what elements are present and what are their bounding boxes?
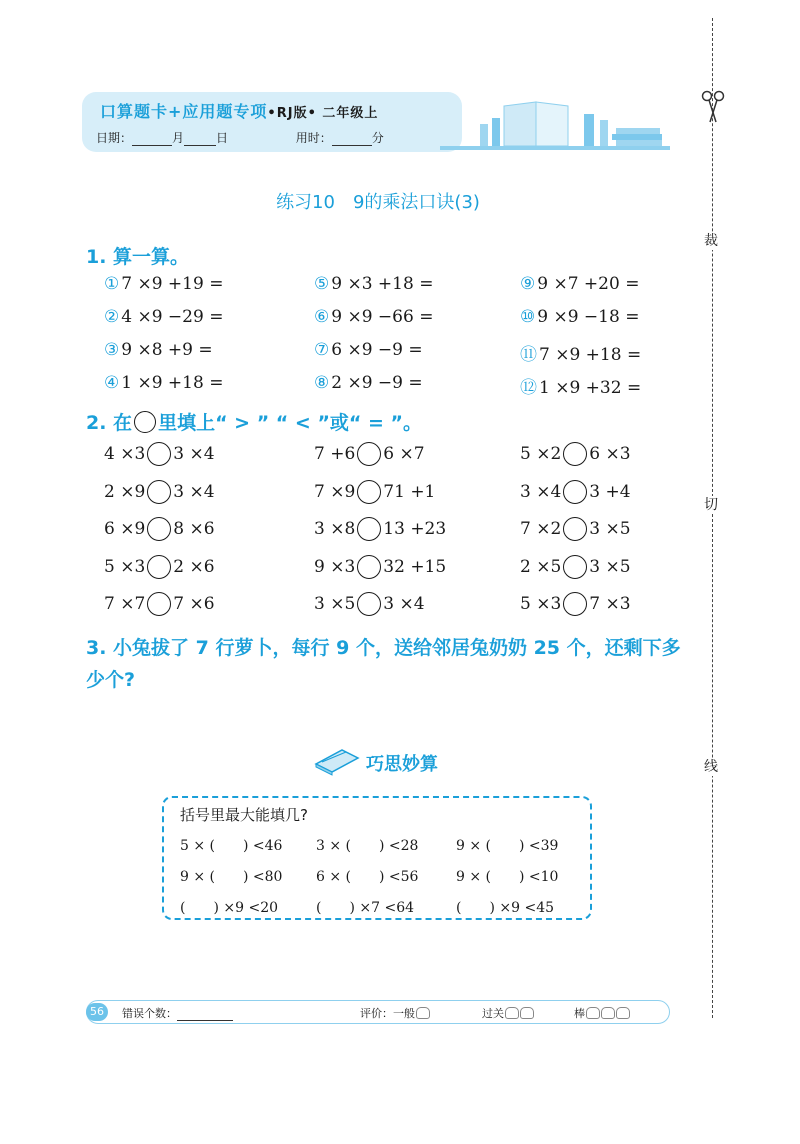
right-expression: 3 ×5: [589, 556, 631, 577]
bonus-item: 9 × ( ) <10: [456, 869, 559, 885]
expression: 1 ×9 +18 =: [121, 373, 224, 393]
item-number: ④: [104, 373, 120, 393]
calc-item: [104, 340, 213, 360]
expression: 2 ×9 −9 =: [331, 373, 423, 393]
section1-title: 1. 算一算。: [86, 246, 190, 268]
right-expression: 71 +1: [383, 481, 436, 502]
cut-word: 裁: [704, 233, 718, 249]
expression: 9 ×9 −66 =: [331, 307, 434, 327]
bonus-item: ( ) ×9 <20: [180, 900, 279, 916]
left-expression: 3 ×8: [314, 519, 356, 539]
calc-item: [520, 373, 641, 398]
calc-item: [104, 274, 223, 294]
compare-item: [520, 480, 631, 504]
expression: 4 ×9 −29 =: [121, 307, 224, 327]
expression: 7 ×9 +19 =: [121, 274, 224, 294]
compare-item: [314, 517, 446, 541]
right-expression: 3 +4: [589, 481, 631, 502]
item-number: ⑤: [314, 274, 330, 294]
section2-title: 2. 在 里填上“ > ” “ < ”或“ = ”。: [86, 412, 423, 434]
answer-circle[interactable]: [357, 555, 381, 579]
thumb-icon[interactable]: [505, 1007, 519, 1019]
compare-item: [314, 592, 425, 616]
calc-item: [314, 340, 423, 360]
compare-item: [520, 592, 631, 616]
item-number: ⑥: [314, 307, 330, 327]
answer-circle[interactable]: [563, 555, 587, 579]
answer-circle[interactable]: [563, 592, 587, 616]
page-number: 56: [86, 1003, 108, 1021]
calc-item: [314, 307, 433, 327]
day-blank[interactable]: [184, 134, 216, 146]
bonus-item: ( ) ×9 <45: [456, 900, 555, 916]
right-expression: 7 ×3: [589, 594, 631, 614]
expression: 6 ×9 −9 =: [331, 340, 423, 360]
expression: 1 ×9 +32 =: [539, 378, 642, 398]
cut-word: 线: [704, 759, 718, 775]
right-expression: 3 ×5: [589, 519, 631, 539]
item-number: ⑫: [520, 378, 537, 398]
books-illustration-icon: [460, 96, 670, 150]
header-fields: 日期： 月 日 用时： 分: [96, 131, 384, 145]
item-number: ⑧: [314, 373, 330, 393]
right-expression: 8 ×6: [173, 519, 215, 539]
item-number: ①: [104, 274, 120, 294]
calc-item: [520, 307, 639, 327]
compare-item: [104, 480, 215, 504]
left-expression: 7 ×7: [104, 594, 146, 614]
left-expression: 2 ×5: [520, 556, 562, 577]
right-expression: 6 ×7: [383, 444, 425, 464]
compare-item: [520, 442, 631, 466]
month-blank[interactable]: [132, 134, 172, 146]
left-expression: 9 ×3: [314, 556, 356, 577]
expression: 9 ×3 +18 =: [331, 274, 434, 294]
bonus-item: 9 × ( ) <80: [180, 869, 283, 885]
bonus-item: 5 × ( ) <46: [180, 838, 283, 854]
bonus-question: 括号里最大能填几?: [180, 806, 308, 824]
expression: 7 ×9 +18 =: [539, 345, 642, 365]
calc-item: [520, 340, 641, 365]
thumb-icon[interactable]: [416, 1007, 430, 1019]
left-expression: 4 ×3: [104, 444, 146, 464]
answer-circle[interactable]: [357, 442, 381, 466]
cut-line: [712, 18, 713, 1018]
calc-item: [314, 274, 433, 294]
left-expression: 3 ×4: [520, 481, 562, 502]
compare-item: [314, 480, 435, 504]
left-expression: 5 ×2: [520, 444, 562, 464]
compare-item: [104, 555, 215, 579]
answer-circle[interactable]: [357, 592, 381, 616]
answer-circle[interactable]: [147, 517, 171, 541]
answer-circle[interactable]: [147, 555, 171, 579]
left-expression: 7 ×2: [520, 519, 562, 539]
rating-pass: 过关: [482, 1005, 534, 1021]
left-expression: 5 ×3: [104, 556, 146, 577]
rating-ok: 评价：一般: [360, 1005, 430, 1021]
scissors-icon: [700, 90, 726, 124]
right-expression: 3 ×4: [173, 444, 215, 464]
item-number: ⑦: [314, 340, 330, 360]
calc-item: [104, 373, 223, 393]
item-number: ②: [104, 307, 120, 327]
item-number: ⑩: [520, 307, 536, 327]
expression: 9 ×9 −18 =: [537, 307, 640, 327]
thumb-icon[interactable]: [586, 1007, 600, 1019]
compare-item: [104, 442, 215, 466]
left-expression: 6 ×9: [104, 519, 146, 539]
thumb-icon[interactable]: [616, 1007, 630, 1019]
bonus-item: 6 × ( ) <56: [316, 869, 419, 885]
compare-item: [104, 517, 215, 541]
cut-word: 切: [704, 497, 718, 513]
left-expression: 7 ×9: [314, 481, 356, 502]
right-expression: 13 +23: [383, 519, 447, 539]
left-expression: 7 +6: [314, 444, 356, 464]
section3-question: 3. 小兔拔了 7 行萝卜，每行 9 个，送给邻居兔奶奶 25 个，还剩下多少个?: [86, 637, 681, 691]
answer-circle[interactable]: [147, 592, 171, 616]
right-expression: 32 +15: [383, 556, 447, 577]
answer-circle[interactable]: [563, 517, 587, 541]
answer-circle[interactable]: [357, 480, 381, 504]
right-expression: 2 ×6: [173, 556, 215, 577]
time-blank[interactable]: [332, 134, 372, 146]
answer-circle[interactable]: [563, 480, 587, 504]
bonus-item: 9 × ( ) <39: [456, 838, 559, 854]
compare-item: [520, 517, 631, 541]
calc-item: [520, 274, 639, 294]
answer-circle[interactable]: [357, 517, 381, 541]
calc-item: [314, 373, 423, 393]
expression: 9 ×7 +20 =: [537, 274, 640, 294]
compare-item: [520, 555, 631, 579]
books-icon: [312, 746, 362, 776]
compare-item: [314, 555, 446, 579]
right-expression: 7 ×6: [173, 594, 215, 614]
circle-symbol: [134, 411, 156, 433]
right-expression: 3 ×4: [173, 481, 215, 502]
item-number: ③: [104, 340, 120, 360]
answer-circle[interactable]: [147, 480, 171, 504]
left-expression: 2 ×9: [104, 481, 146, 502]
answer-circle[interactable]: [147, 442, 171, 466]
left-expression: 5 ×3: [520, 594, 562, 614]
answer-circle[interactable]: [563, 442, 587, 466]
calc-item: [104, 307, 223, 327]
book-title: 口算题卡+应用题专项•RJ版• 二年级上: [100, 102, 379, 121]
bonus-item: 3 × ( ) <28: [316, 838, 419, 854]
compare-item: [104, 592, 215, 616]
rating-great: 棒: [574, 1005, 630, 1021]
expression: 9 ×8 +9 =: [121, 340, 213, 360]
item-number: ⑪: [520, 345, 537, 365]
bonus-item: ( ) ×7 <64: [316, 900, 415, 916]
errors-blank[interactable]: [177, 1009, 233, 1021]
compare-item: [314, 442, 425, 466]
left-expression: 3 ×5: [314, 594, 356, 614]
thumb-icon[interactable]: [520, 1007, 534, 1019]
errors-label: 错误个数：: [122, 1005, 233, 1021]
lesson-title: 练习10 9的乘法口诀(3): [276, 192, 480, 213]
item-number: ⑨: [520, 274, 536, 294]
right-expression: 3 ×4: [383, 594, 425, 614]
thumb-icon[interactable]: [601, 1007, 615, 1019]
bonus-title: 巧思妙算: [366, 754, 438, 775]
right-expression: 6 ×3: [589, 444, 631, 464]
